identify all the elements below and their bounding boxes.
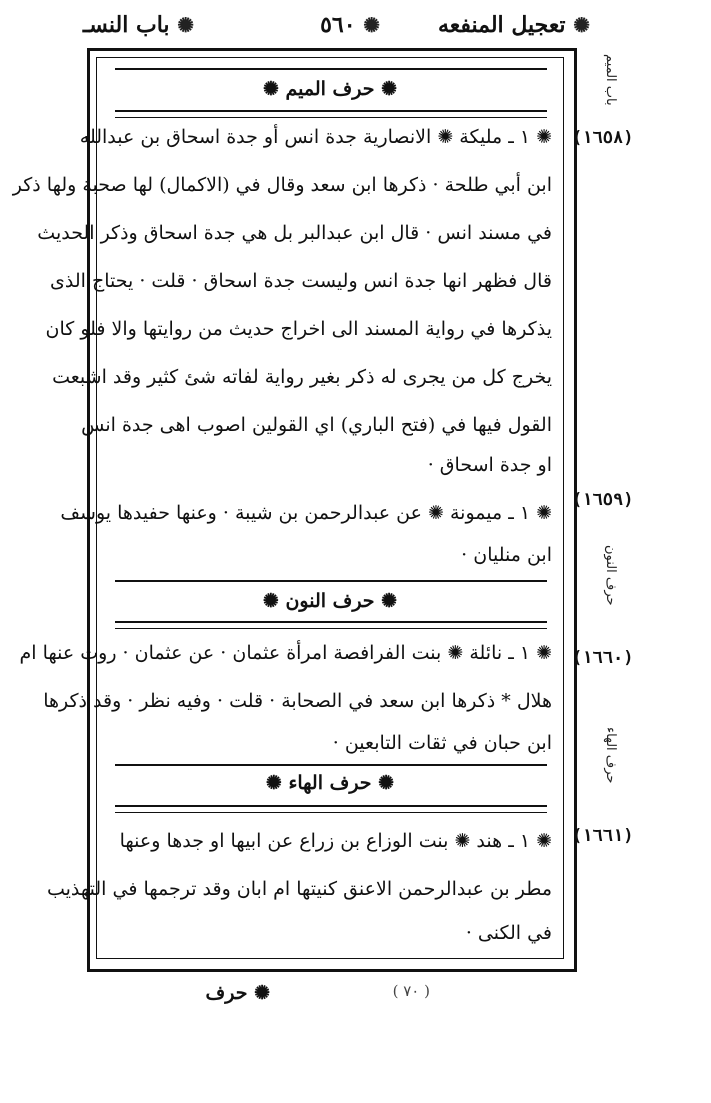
flower-ornament-icon: ✺ xyxy=(247,982,270,1004)
chapter-title xyxy=(83,12,194,38)
rule xyxy=(115,812,547,813)
text-line: القول فيها في (فتح الباري) اي القولين اصوب اهى جدة انس xyxy=(81,414,552,436)
entry-number: (١٦٦٠) xyxy=(572,648,634,668)
text-line: ابن منليان · xyxy=(461,544,552,566)
text-line: او جدة اسحاق · xyxy=(427,454,552,476)
margin-note: حرف النون xyxy=(603,544,618,606)
page-number xyxy=(320,12,380,38)
text-line: في الكنى · xyxy=(465,922,552,944)
rule xyxy=(115,110,547,112)
text-line: هلال * ذكرها ابن سعد في الصحابة · قلت · وفيه نظر · وقد ذكرها xyxy=(43,690,552,712)
rule xyxy=(115,580,547,582)
running-title xyxy=(438,12,590,38)
section-heading-noon: ✺ حرف النون ✺ xyxy=(262,590,398,612)
page-header xyxy=(82,12,590,46)
flower-ornament-icon: ✺ xyxy=(265,772,289,794)
entry-number: (١٦٥٨) xyxy=(572,128,634,148)
text-line: في مسند انس · قال ابن عبدالبر بل هي جدة اسحاق وذكر الحديث xyxy=(37,222,552,244)
margin-note: باب الميم xyxy=(603,54,618,106)
section-heading-haa: ✺ حرف الهاء ✺ xyxy=(265,772,395,794)
entry-number: (١٦٥٩) xyxy=(572,490,634,510)
rule xyxy=(115,628,547,629)
page-footer xyxy=(130,982,430,1012)
rule xyxy=(115,68,547,70)
rule xyxy=(115,764,547,766)
text-line: يذكرها في رواية المسند الى اخراج حديث من روايتها والا فلو كان xyxy=(45,318,552,340)
flower-ornament-icon: ✺ xyxy=(374,78,398,100)
flower-ornament-icon: ✺ xyxy=(363,13,380,37)
entry-number: (١٦٦١) xyxy=(572,826,634,846)
page-number-text: ٥٦٠ xyxy=(320,12,356,38)
text-line: يخرج كل من يجرى له ذكر بغير رواية لفاته شئ كثير وقد اشبعت xyxy=(52,366,552,388)
catchword: ✺ حرف xyxy=(205,982,270,1004)
rule xyxy=(115,621,547,623)
text-line: ✺ ١ ـ هند ✺ بنت الوزاع بن زراع عن ابيها او جدها وعنها xyxy=(119,830,552,852)
chapter-title-text: باب النسـ xyxy=(82,12,170,38)
text-line: ابن أبي طلحة · ذكرها ابن سعد وقال في (الاكمال) لها صحبة ولها ذكر xyxy=(12,174,552,196)
flower-ornament-icon: ✺ xyxy=(374,590,398,612)
section-heading-meem: ✺ حرف الميم ✺ xyxy=(262,78,398,100)
flower-ornament-icon: ✺ xyxy=(177,13,194,37)
text-line: مطر بن عبدالرحمن الاعنق كنيتها ام ابان وقد ترجمها في التهذيب xyxy=(46,878,552,900)
running-title-text: تعجيل المنفعه xyxy=(437,12,566,38)
rule xyxy=(115,805,547,807)
text-line: ابن حبان في ثقات التابعين · xyxy=(332,732,552,754)
margin-note: حرف الهاء xyxy=(603,726,618,784)
flower-ornament-icon: ✺ xyxy=(262,590,286,612)
text-line: ✺ ١ ـ ميمونة ✺ عن عبدالرحمن بن شيبة · وعنها حفيدها يوسف xyxy=(60,502,552,524)
signature-mark: ( ٧٠ ) xyxy=(392,982,430,1000)
flower-ornament-icon: ✺ xyxy=(262,78,286,100)
text-line: ✺ ١ ـ مليكة ✺ الانصارية جدة انس أو جدة اسحاق بن عبدالله xyxy=(79,126,552,148)
flower-ornament-icon: ✺ xyxy=(371,772,395,794)
flower-ornament-icon: ✺ xyxy=(573,13,590,37)
text-line: قال فظهر انها جدة انس وليست جدة اسحاق · قلت · يحتاج الذى xyxy=(50,270,552,292)
rule xyxy=(115,117,547,118)
text-line: ✺ ١ ـ نائلة ✺ بنت الفرافصة امرأة عثمان · عن عثمان · روت عنها ام xyxy=(19,642,552,664)
